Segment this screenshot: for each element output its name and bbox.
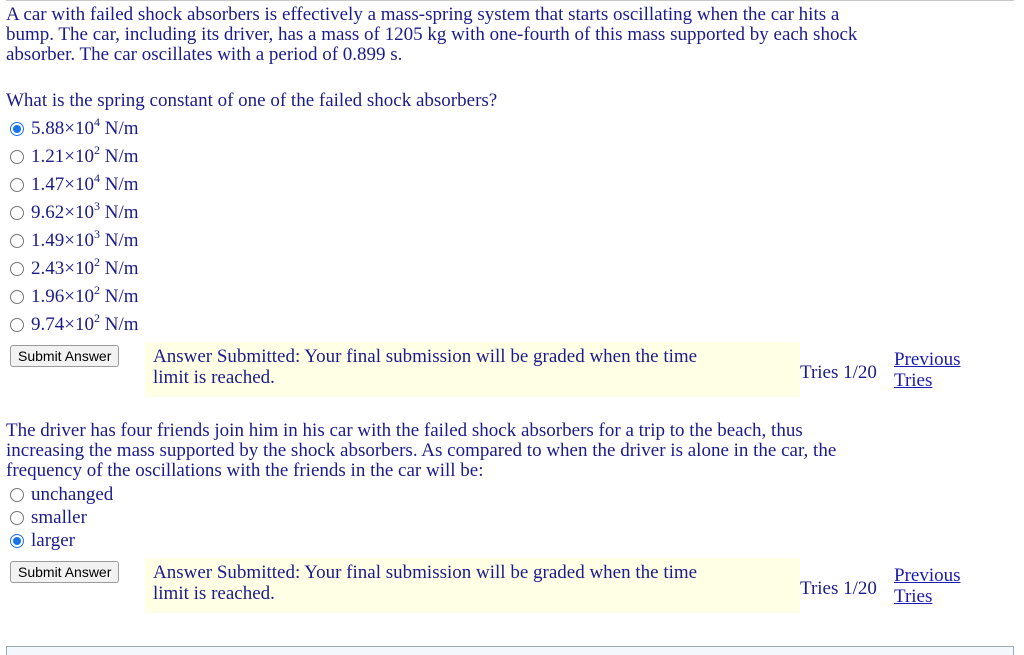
link-line: Previous [894,565,961,586]
answer-option[interactable] [10,143,139,171]
statement-line: A car with failed shock absorbers is effectively a mass-spring system that starts oscillating when the car hits a [6,4,840,25]
answer-option[interactable] [10,115,139,143]
statement-line: The driver has four friends join him in his car with the failed shock absorbers for a trip to the beach, thus [6,420,803,441]
option-label: larger [31,529,75,551]
submit-answer-button[interactable]: Submit Answer [10,561,119,583]
option-value: $2.43\times 10^2$ N/m [31,255,139,279]
next-section-edge [6,646,1014,655]
option-label: unchanged [31,483,114,505]
answer-option[interactable] [10,171,139,199]
link-line: Tries [894,370,933,391]
radio-button[interactable] [10,122,24,136]
answer-option[interactable] [10,483,113,506]
tries-counter: Tries 1/20 [800,362,877,383]
message-line: Answer Submitted: Your final submission will be graded when the time [153,562,698,583]
answer-option[interactable] [10,283,139,311]
problem1-statement [6,5,1011,65]
message-line: limit is reached. [153,367,275,388]
submission-message [145,342,800,397]
radio-button[interactable] [10,262,24,276]
problem2-statement [6,421,1011,481]
radio-button[interactable] [10,290,24,304]
answer-option[interactable] [10,199,139,227]
problem1-submit-row [10,345,1010,401]
option-value: $1.47\times 10^4$ N/m [31,171,139,195]
message-line: limit is reached. [153,583,275,604]
message-line: Answer Submitted: Your final submission will be graded when the time [153,346,698,367]
radio-button[interactable] [10,488,24,502]
answer-option[interactable] [10,529,113,552]
answer-option[interactable] [10,506,113,529]
problem1-options [10,115,139,339]
radio-button[interactable] [10,206,24,220]
radio-button[interactable] [10,234,24,248]
submit-answer-button[interactable]: Submit Answer [10,345,119,367]
radio-button[interactable] [10,534,24,548]
tries-counter: Tries 1/20 [800,578,877,599]
previous-tries-link[interactable] [894,349,961,391]
statement-line: bump. The car, including its driver, has a mass of 1205 kg with one-fourth of this mass supported by each shock [6,24,858,45]
option-value: $5.88\times 10^4$ N/m [31,115,139,139]
option-value: $1.49\times 10^3$ N/m [31,227,139,251]
option-value: $9.74\times 10^2$ N/m [31,311,139,335]
submission-message [145,558,800,613]
radio-button[interactable] [10,150,24,164]
option-label: smaller [31,506,87,528]
radio-button[interactable] [10,511,24,525]
answer-option[interactable] [10,227,139,255]
option-value: $1.21\times 10^2$ N/m [31,143,139,167]
option-value: $9.62\times 10^3$ N/m [31,199,139,223]
problem1-question: What is the spring constant of one of the failed shock absorbers? [6,90,498,111]
radio-button[interactable] [10,318,24,332]
top-divider [6,0,1014,1]
answer-option[interactable] [10,255,139,283]
statement-line: increasing the mass supported by the shock absorbers. As compared to when the driver is alone in the car, the [6,440,837,461]
statement-line: absorber. The car oscillates with a period of 0.899 s. [6,44,403,65]
link-line: Tries [894,586,933,607]
statement-line: frequency of the oscillations with the friends in the car will be: [6,460,484,481]
answer-option[interactable] [10,311,139,339]
option-value: $1.96\times 10^2$ N/m [31,283,139,307]
previous-tries-link[interactable] [894,565,961,607]
radio-button[interactable] [10,178,24,192]
problem2-options [10,483,113,552]
problem2-submit-row [10,561,1010,617]
link-line: Previous [894,349,961,370]
